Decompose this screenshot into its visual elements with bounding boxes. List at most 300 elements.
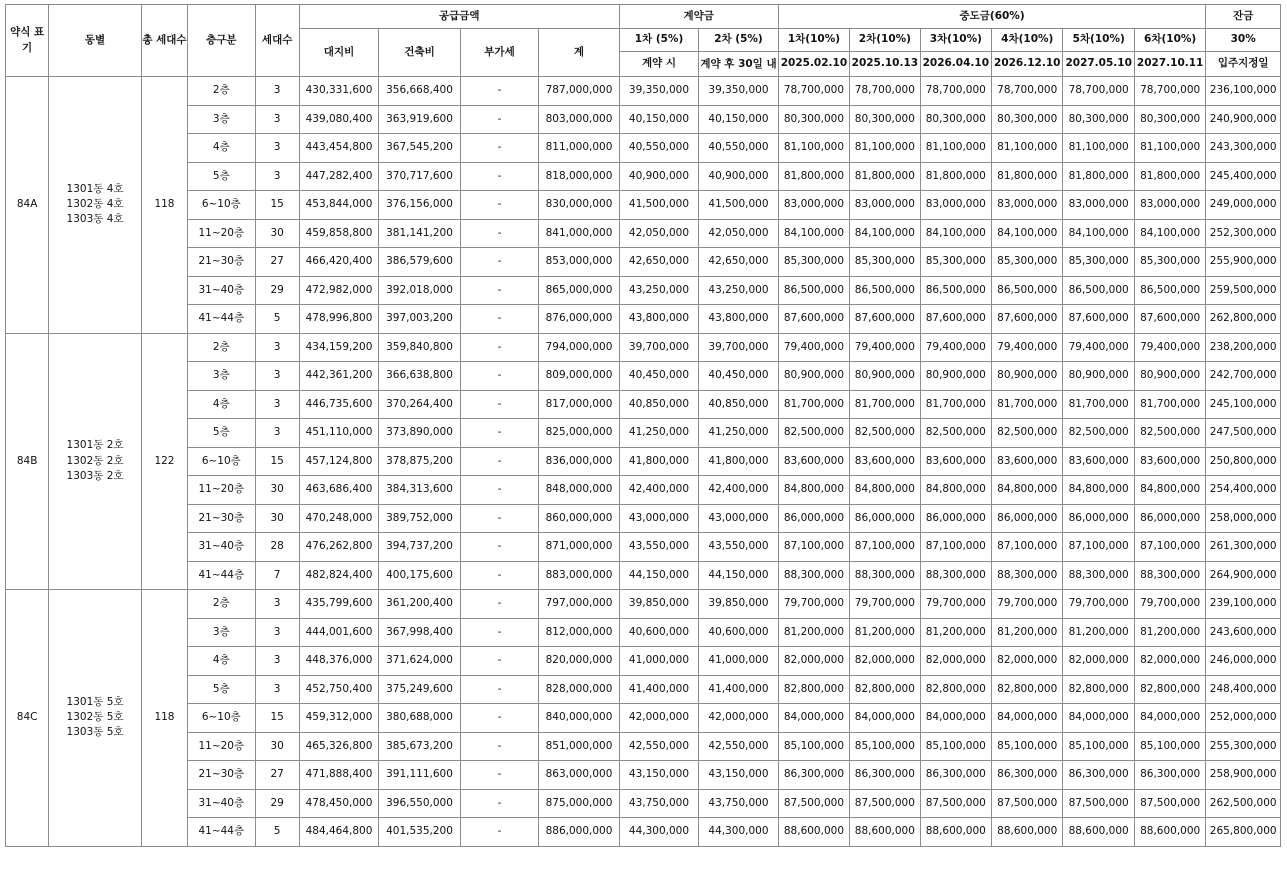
mid-4-cell: 81,200,000 [992, 618, 1063, 647]
mid-6-cell: 78,700,000 [1134, 77, 1206, 106]
dep2-cell: 41,000,000 [699, 647, 778, 676]
mid-5-cell: 88,300,000 [1063, 561, 1134, 590]
mid-3-cell: 88,300,000 [920, 561, 991, 590]
land-cell: 476,262,800 [299, 533, 378, 562]
balance-cell: 265,800,000 [1206, 818, 1281, 847]
floor-cell: 6~10층 [188, 447, 255, 476]
dep1-cell: 43,750,000 [619, 789, 698, 818]
building-cell: 385,673,200 [379, 732, 461, 761]
mid-3-cell: 88,600,000 [920, 818, 991, 847]
mid-2-cell: 82,800,000 [850, 675, 920, 704]
dep1-cell: 40,150,000 [619, 105, 698, 134]
vat-cell: - [460, 533, 538, 562]
floor-cell: 6~10층 [188, 704, 255, 733]
floor-cell: 4층 [188, 390, 255, 419]
balance-cell: 243,300,000 [1206, 134, 1281, 163]
mid-1-cell: 82,000,000 [778, 647, 849, 676]
mid-4-cell: 79,700,000 [992, 590, 1063, 619]
mid-3-cell: 83,000,000 [920, 191, 991, 220]
mid-1-cell: 81,100,000 [778, 134, 849, 163]
total-cell: 876,000,000 [539, 305, 620, 334]
dep2-cell: 43,250,000 [699, 276, 778, 305]
land-cell: 446,735,600 [299, 390, 378, 419]
mid-1-cell: 84,100,000 [778, 219, 849, 248]
mid-1-cell: 82,500,000 [778, 419, 849, 448]
mid-6-cell: 88,300,000 [1134, 561, 1206, 590]
mid-5-cell: 88,600,000 [1063, 818, 1134, 847]
balance-cell: 264,900,000 [1206, 561, 1281, 590]
dep1-cell: 42,550,000 [619, 732, 698, 761]
table-row [6, 476, 1281, 505]
dep2-cell: 41,250,000 [699, 419, 778, 448]
mid-2-cell: 86,300,000 [850, 761, 920, 790]
mid-5-cell: 83,600,000 [1063, 447, 1134, 476]
mid-2-cell: 81,800,000 [850, 162, 920, 191]
table-row [6, 77, 1281, 106]
balance-cell: 239,100,000 [1206, 590, 1281, 619]
header-balance: 잔금 [1206, 5, 1281, 29]
mid-6-cell: 84,000,000 [1134, 704, 1206, 733]
mid-5-cell: 79,700,000 [1063, 590, 1134, 619]
mid-4-cell: 84,100,000 [992, 219, 1063, 248]
balance-cell: 258,900,000 [1206, 761, 1281, 790]
table-row [6, 647, 1281, 676]
building-cell: 367,545,200 [379, 134, 461, 163]
building-cell: 366,638,800 [379, 362, 461, 391]
dep1-cell: 40,550,000 [619, 134, 698, 163]
mid-5-cell: 86,300,000 [1063, 761, 1134, 790]
balance-cell: 243,600,000 [1206, 618, 1281, 647]
total-cell: 875,000,000 [539, 789, 620, 818]
mid-3-cell: 82,500,000 [920, 419, 991, 448]
dep2-cell: 42,050,000 [699, 219, 778, 248]
balance-cell: 252,300,000 [1206, 219, 1281, 248]
vat-cell: - [460, 362, 538, 391]
floor-cell: 2층 [188, 333, 255, 362]
mid-1-cell: 84,800,000 [778, 476, 849, 505]
dep1-cell: 43,000,000 [619, 504, 698, 533]
dep2-cell: 40,900,000 [699, 162, 778, 191]
total-cell: 811,000,000 [539, 134, 620, 163]
building-cell: 375,249,600 [379, 675, 461, 704]
price-table [5, 4, 1281, 847]
dep2-cell: 44,300,000 [699, 818, 778, 847]
total-cell: 883,000,000 [539, 561, 620, 590]
dep2-cell: 41,400,000 [699, 675, 778, 704]
mid-2-cell: 86,500,000 [850, 276, 920, 305]
land-cell: 430,331,600 [299, 77, 378, 106]
balance-cell: 254,400,000 [1206, 476, 1281, 505]
mid-3-cell: 86,300,000 [920, 761, 991, 790]
dep1-cell: 42,650,000 [619, 248, 698, 277]
mid-5-cell: 81,800,000 [1063, 162, 1134, 191]
mid-4-cell: 79,400,000 [992, 333, 1063, 362]
mid-2-cell: 88,300,000 [850, 561, 920, 590]
mid-4-cell: 88,300,000 [992, 561, 1063, 590]
floor-cell: 3층 [188, 618, 255, 647]
units-cell: 29 [255, 789, 299, 818]
vat-cell: - [460, 704, 538, 733]
floor-cell: 5층 [188, 675, 255, 704]
mid-5-cell: 78,700,000 [1063, 77, 1134, 106]
mid-6-cell: 86,000,000 [1134, 504, 1206, 533]
mid-5-cell: 85,300,000 [1063, 248, 1134, 277]
mid-4-cell: 81,700,000 [992, 390, 1063, 419]
vat-cell: - [460, 248, 538, 277]
total-cell: 828,000,000 [539, 675, 620, 704]
dep2-cell: 42,000,000 [699, 704, 778, 733]
total-cell: 853,000,000 [539, 248, 620, 277]
header-land: 대지비 [299, 29, 378, 77]
type-cell: 84B [6, 333, 49, 590]
dep1-cell: 41,800,000 [619, 447, 698, 476]
floor-cell: 41~44층 [188, 561, 255, 590]
mid-3-cell: 83,600,000 [920, 447, 991, 476]
dep1-cell: 44,300,000 [619, 818, 698, 847]
land-cell: 466,420,400 [299, 248, 378, 277]
dep1-cell: 39,350,000 [619, 77, 698, 106]
balance-cell: 238,200,000 [1206, 333, 1281, 362]
land-cell: 435,799,600 [299, 590, 378, 619]
units-cell: 15 [255, 447, 299, 476]
mid-2-cell: 81,100,000 [850, 134, 920, 163]
vat-cell: - [460, 504, 538, 533]
dep1-cell: 40,850,000 [619, 390, 698, 419]
mid-3-cell: 85,100,000 [920, 732, 991, 761]
dep1-cell: 42,000,000 [619, 704, 698, 733]
price-table-container [5, 4, 1281, 847]
balance-cell: 261,300,000 [1206, 533, 1281, 562]
land-cell: 484,464,800 [299, 818, 378, 847]
units-cell: 5 [255, 305, 299, 334]
mid-2-cell: 84,000,000 [850, 704, 920, 733]
total-cell: 812,000,000 [539, 618, 620, 647]
dep2-cell: 40,850,000 [699, 390, 778, 419]
mid-2-cell: 86,000,000 [850, 504, 920, 533]
mid-1-cell: 79,700,000 [778, 590, 849, 619]
dep2-cell: 40,600,000 [699, 618, 778, 647]
units-cell: 3 [255, 390, 299, 419]
mid-3-cell: 87,100,000 [920, 533, 991, 562]
mid-2-cell: 83,000,000 [850, 191, 920, 220]
units-cell: 5 [255, 818, 299, 847]
units-cell: 30 [255, 732, 299, 761]
mid-4-cell: 83,600,000 [992, 447, 1063, 476]
header-mid-3: 3차(10%) [920, 29, 991, 52]
mid-3-cell: 81,700,000 [920, 390, 991, 419]
mid-3-cell: 87,500,000 [920, 789, 991, 818]
floor-cell: 41~44층 [188, 818, 255, 847]
dep1-cell: 43,800,000 [619, 305, 698, 334]
units-cell: 29 [255, 276, 299, 305]
building-cell: 367,998,400 [379, 618, 461, 647]
land-cell: 472,982,000 [299, 276, 378, 305]
mid-2-cell: 79,700,000 [850, 590, 920, 619]
header-balance-pct: 30% [1206, 29, 1281, 52]
floor-cell: 21~30층 [188, 761, 255, 790]
dep2-cell: 40,550,000 [699, 134, 778, 163]
balance-cell: 247,500,000 [1206, 419, 1281, 448]
mid-6-cell: 83,000,000 [1134, 191, 1206, 220]
header-mid-1-date: 2025.02.10 [778, 52, 849, 77]
mid-1-cell: 87,500,000 [778, 789, 849, 818]
mid-5-cell: 80,300,000 [1063, 105, 1134, 134]
dep1-cell: 40,600,000 [619, 618, 698, 647]
mid-1-cell: 80,900,000 [778, 362, 849, 391]
total-cell: 840,000,000 [539, 704, 620, 733]
dep1-cell: 43,550,000 [619, 533, 698, 562]
dep1-cell: 39,700,000 [619, 333, 698, 362]
balance-cell: 259,500,000 [1206, 276, 1281, 305]
dep1-cell: 42,400,000 [619, 476, 698, 505]
dep2-cell: 42,400,000 [699, 476, 778, 505]
mid-2-cell: 82,500,000 [850, 419, 920, 448]
table-row [6, 504, 1281, 533]
mid-4-cell: 81,100,000 [992, 134, 1063, 163]
mid-6-cell: 86,300,000 [1134, 761, 1206, 790]
mid-2-cell: 78,700,000 [850, 77, 920, 106]
header-type: 약식 표기 [6, 5, 49, 77]
mid-5-cell: 87,500,000 [1063, 789, 1134, 818]
mid-4-cell: 82,000,000 [992, 647, 1063, 676]
mid-4-cell: 86,000,000 [992, 504, 1063, 533]
dep2-cell: 42,550,000 [699, 732, 778, 761]
total-cell: 848,000,000 [539, 476, 620, 505]
building-cell: 370,264,400 [379, 390, 461, 419]
total-units-cell: 118 [141, 590, 187, 847]
mid-6-cell: 81,100,000 [1134, 134, 1206, 163]
land-cell: 439,080,400 [299, 105, 378, 134]
mid-1-cell: 87,100,000 [778, 533, 849, 562]
table-row [6, 675, 1281, 704]
total-cell: 836,000,000 [539, 447, 620, 476]
units-cell: 28 [255, 533, 299, 562]
dep1-cell: 40,450,000 [619, 362, 698, 391]
header-total: 계 [539, 29, 620, 77]
total-cell: 886,000,000 [539, 818, 620, 847]
mid-3-cell: 80,300,000 [920, 105, 991, 134]
floor-cell: 31~40층 [188, 276, 255, 305]
mid-3-cell: 81,200,000 [920, 618, 991, 647]
dep2-cell: 39,700,000 [699, 333, 778, 362]
balance-cell: 250,800,000 [1206, 447, 1281, 476]
mid-1-cell: 82,800,000 [778, 675, 849, 704]
total-cell: 865,000,000 [539, 276, 620, 305]
building-cell: 361,200,400 [379, 590, 461, 619]
table-row [6, 419, 1281, 448]
total-cell: 803,000,000 [539, 105, 620, 134]
dep2-cell: 41,500,000 [699, 191, 778, 220]
mid-4-cell: 86,500,000 [992, 276, 1063, 305]
balance-cell: 258,000,000 [1206, 504, 1281, 533]
mid-6-cell: 81,800,000 [1134, 162, 1206, 191]
mid-2-cell: 87,600,000 [850, 305, 920, 334]
header-dep2-when: 계약 후 30일 내 [699, 52, 778, 77]
mid-1-cell: 81,800,000 [778, 162, 849, 191]
vat-cell: - [460, 618, 538, 647]
mid-6-cell: 80,300,000 [1134, 105, 1206, 134]
table-row [6, 590, 1281, 619]
building-cell: 391,111,600 [379, 761, 461, 790]
vat-cell: - [460, 789, 538, 818]
header-mid-3-date: 2026.04.10 [920, 52, 991, 77]
table-row [6, 704, 1281, 733]
floor-cell: 3층 [188, 362, 255, 391]
units-cell: 30 [255, 504, 299, 533]
mid-6-cell: 86,500,000 [1134, 276, 1206, 305]
vat-cell: - [460, 105, 538, 134]
table-row [6, 333, 1281, 362]
header-mid-4: 4차(10%) [992, 29, 1063, 52]
floor-cell: 11~20층 [188, 732, 255, 761]
total-cell: 871,000,000 [539, 533, 620, 562]
land-cell: 482,824,400 [299, 561, 378, 590]
mid-4-cell: 83,000,000 [992, 191, 1063, 220]
mid-4-cell: 87,500,000 [992, 789, 1063, 818]
units-cell: 15 [255, 191, 299, 220]
dep1-cell: 44,150,000 [619, 561, 698, 590]
building-cell: 378,875,200 [379, 447, 461, 476]
floor-cell: 5층 [188, 162, 255, 191]
mid-4-cell: 81,800,000 [992, 162, 1063, 191]
balance-cell: 252,000,000 [1206, 704, 1281, 733]
building-cell: 384,313,600 [379, 476, 461, 505]
dong-cell: 1301동 5호 1302동 5호 1303동 5호 [49, 590, 142, 847]
mid-3-cell: 80,900,000 [920, 362, 991, 391]
land-cell: 459,858,800 [299, 219, 378, 248]
balance-cell: 245,400,000 [1206, 162, 1281, 191]
mid-5-cell: 81,100,000 [1063, 134, 1134, 163]
mid-3-cell: 84,000,000 [920, 704, 991, 733]
mid-2-cell: 80,300,000 [850, 105, 920, 134]
table-row [6, 362, 1281, 391]
dep1-cell: 42,050,000 [619, 219, 698, 248]
balance-cell: 245,100,000 [1206, 390, 1281, 419]
floor-cell: 41~44층 [188, 305, 255, 334]
mid-6-cell: 82,000,000 [1134, 647, 1206, 676]
mid-1-cell: 86,000,000 [778, 504, 849, 533]
mid-2-cell: 81,700,000 [850, 390, 920, 419]
units-cell: 3 [255, 105, 299, 134]
dong-cell: 1301동 4호 1302동 4호 1303동 4호 [49, 77, 142, 334]
mid-2-cell: 85,300,000 [850, 248, 920, 277]
floor-cell: 4층 [188, 647, 255, 676]
total-cell: 818,000,000 [539, 162, 620, 191]
dep2-cell: 42,650,000 [699, 248, 778, 277]
table-row [6, 561, 1281, 590]
header-mid-5: 5차(10%) [1063, 29, 1134, 52]
mid-5-cell: 84,100,000 [1063, 219, 1134, 248]
mid-6-cell: 84,800,000 [1134, 476, 1206, 505]
dep1-cell: 40,900,000 [619, 162, 698, 191]
mid-4-cell: 85,300,000 [992, 248, 1063, 277]
dep2-cell: 43,000,000 [699, 504, 778, 533]
vat-cell: - [460, 219, 538, 248]
land-cell: 452,750,400 [299, 675, 378, 704]
vat-cell: - [460, 333, 538, 362]
floor-cell: 21~30층 [188, 504, 255, 533]
total-cell: 825,000,000 [539, 419, 620, 448]
balance-cell: 255,300,000 [1206, 732, 1281, 761]
mid-1-cell: 81,200,000 [778, 618, 849, 647]
units-cell: 3 [255, 362, 299, 391]
dep1-cell: 41,250,000 [619, 419, 698, 448]
mid-2-cell: 82,000,000 [850, 647, 920, 676]
dep2-cell: 43,550,000 [699, 533, 778, 562]
mid-5-cell: 79,400,000 [1063, 333, 1134, 362]
total-units-cell: 118 [141, 77, 187, 334]
mid-5-cell: 87,600,000 [1063, 305, 1134, 334]
vat-cell: - [460, 675, 538, 704]
mid-6-cell: 80,900,000 [1134, 362, 1206, 391]
header-mid-2-date: 2025.10.13 [850, 52, 920, 77]
floor-cell: 5층 [188, 419, 255, 448]
dep2-cell: 44,150,000 [699, 561, 778, 590]
building-cell: 394,737,200 [379, 533, 461, 562]
vat-cell: - [460, 162, 538, 191]
header-mid: 중도금(60%) [778, 5, 1206, 29]
mid-6-cell: 87,100,000 [1134, 533, 1206, 562]
total-cell: 841,000,000 [539, 219, 620, 248]
vat-cell: - [460, 732, 538, 761]
mid-1-cell: 84,000,000 [778, 704, 849, 733]
land-cell: 459,312,000 [299, 704, 378, 733]
mid-5-cell: 85,100,000 [1063, 732, 1134, 761]
header-supply: 공급금액 [299, 5, 619, 29]
table-row [6, 191, 1281, 220]
balance-cell: 262,800,000 [1206, 305, 1281, 334]
units-cell: 30 [255, 219, 299, 248]
units-cell: 3 [255, 675, 299, 704]
floor-cell: 6~10층 [188, 191, 255, 220]
balance-cell: 240,900,000 [1206, 105, 1281, 134]
total-cell: 809,000,000 [539, 362, 620, 391]
mid-2-cell: 81,200,000 [850, 618, 920, 647]
mid-3-cell: 78,700,000 [920, 77, 991, 106]
header-mid-6-date: 2027.10.11 [1134, 52, 1206, 77]
mid-2-cell: 85,100,000 [850, 732, 920, 761]
dep2-cell: 43,800,000 [699, 305, 778, 334]
mid-2-cell: 84,100,000 [850, 219, 920, 248]
vat-cell: - [460, 276, 538, 305]
mid-5-cell: 80,900,000 [1063, 362, 1134, 391]
mid-4-cell: 80,300,000 [992, 105, 1063, 134]
mid-1-cell: 85,100,000 [778, 732, 849, 761]
table-row [6, 818, 1281, 847]
building-cell: 400,175,600 [379, 561, 461, 590]
mid-1-cell: 78,700,000 [778, 77, 849, 106]
table-row [6, 162, 1281, 191]
table-header [6, 5, 1281, 77]
table-row [6, 533, 1281, 562]
mid-4-cell: 88,600,000 [992, 818, 1063, 847]
mid-2-cell: 79,400,000 [850, 333, 920, 362]
total-cell: 797,000,000 [539, 590, 620, 619]
mid-4-cell: 85,100,000 [992, 732, 1063, 761]
table-row [6, 305, 1281, 334]
land-cell: 478,450,000 [299, 789, 378, 818]
mid-5-cell: 82,000,000 [1063, 647, 1134, 676]
units-cell: 3 [255, 77, 299, 106]
table-row [6, 134, 1281, 163]
mid-2-cell: 87,100,000 [850, 533, 920, 562]
mid-2-cell: 84,800,000 [850, 476, 920, 505]
header-balance-when: 입주지정일 [1206, 52, 1281, 77]
total-cell: 851,000,000 [539, 732, 620, 761]
dep1-cell: 41,000,000 [619, 647, 698, 676]
mid-1-cell: 83,600,000 [778, 447, 849, 476]
land-cell: 465,326,800 [299, 732, 378, 761]
